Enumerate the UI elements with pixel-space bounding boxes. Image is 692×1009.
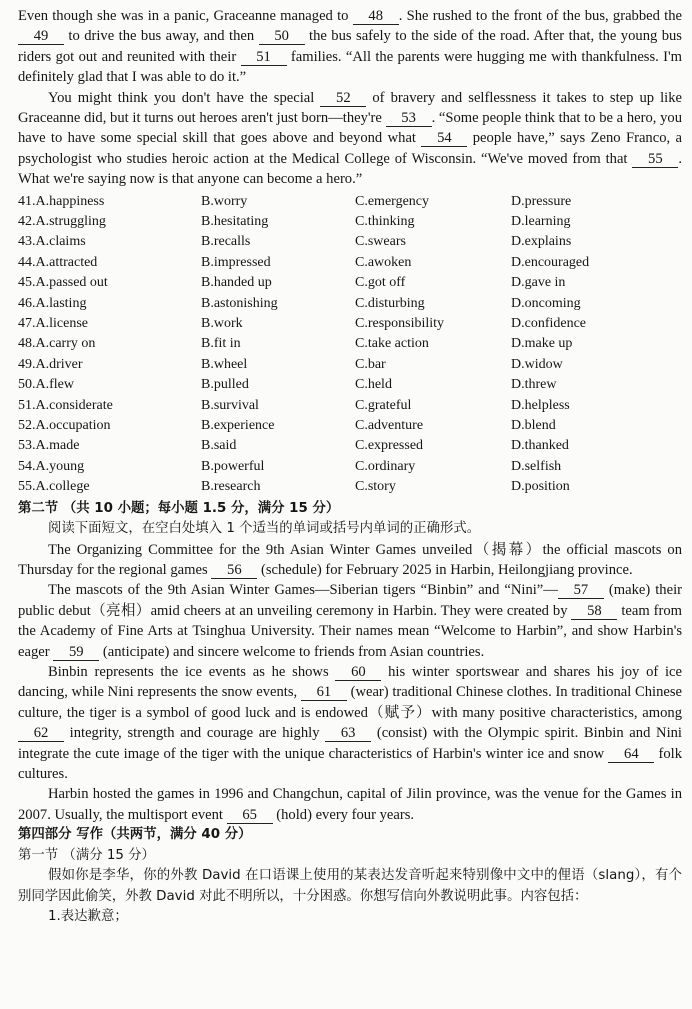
option-d: D.widow [511, 356, 563, 372]
option-d: D.confidence [511, 316, 587, 331]
option-c: C.emergency [355, 193, 429, 209]
blank-57: 57 [558, 582, 604, 599]
option-c: C.awoken [355, 254, 412, 270]
option-c: C.story [355, 479, 396, 495]
option-c: C.thinking [355, 214, 415, 230]
option-row [18, 334, 682, 354]
blank-51: 51 [241, 49, 287, 66]
option-b: B.impressed [201, 254, 271, 270]
option-b: B.powerful [201, 458, 265, 474]
option-a: 46.A.lasting [18, 295, 87, 311]
option-d: D.selfish [511, 458, 562, 474]
blank-60: 60 [335, 664, 381, 681]
option-a: 42.A.struggling [18, 214, 106, 230]
option-a: 51.A.considerate [18, 397, 113, 413]
option-b: B.recalls [201, 234, 251, 250]
option-d: D.blend [511, 417, 556, 433]
passage2-paragraph1: The Organizing Committee for the 9th Asian Winter Games unveiled（揭幕）the official mascots on Thursday for the regional games 56 (schedule) for February 2025 in Harbin, Heilongjiang province. [18, 541, 682, 578]
blank-59: 59 [53, 644, 99, 661]
option-d: D.helpless [511, 397, 570, 413]
option-b: B.research [201, 479, 261, 495]
blank-65: 65 [227, 807, 273, 824]
option-d: D.position [511, 479, 570, 495]
option-d: D.encouraged [511, 254, 590, 270]
option-row [18, 232, 682, 252]
option-c: C.disturbing [355, 295, 425, 311]
option-row [18, 294, 682, 314]
blank-52: 52 [320, 90, 366, 107]
blank-58: 58 [571, 603, 617, 620]
section2-heading: 第二节 （共 10 小题；每小题 1.5 分，满分 15 分） [18, 500, 340, 516]
option-c: C.responsibility [355, 316, 445, 331]
option-row [18, 355, 682, 375]
option-a: 41.A.happiness [18, 193, 105, 209]
part4-heading: 第四部分 写作（共两节，满分 40 分） [18, 827, 252, 843]
option-a: 50.A.flew [18, 377, 74, 393]
option-d: D.pressure [511, 193, 572, 209]
option-b: B.fit in [201, 336, 241, 352]
option-a: 48.A.carry on [18, 336, 96, 352]
options-table [18, 192, 682, 498]
option-b: B.experience [201, 417, 275, 433]
option-a: 47.A.license [18, 316, 88, 331]
writing-prompt: 假如你是李华，你的外教 David 在口语课上使用的某表达发音听起来特别像中文中的俚语（slang），有个别同学因此偷笑，外教 David 对此不明所以，十分困惑。你想写信向外教说明此事。内容包括： [18, 868, 682, 904]
blank-50: 50 [259, 28, 305, 45]
option-c: C.bar [355, 356, 386, 372]
option-row [18, 457, 682, 477]
option-row [18, 314, 682, 334]
option-row [18, 273, 682, 293]
passage1-paragraph1: Even though she was in a panic, Graceanne managed to 48 . She rushed to the front of the bus, grabbed the 49 to drive the bus away, and then 50 the bus safely to the side of the road. After that, the young bus riders got out and reunited with their 51 families. “All the parents were hugging me with thankfulness. I'm definitely glad that I was able to do it.” [18, 8, 683, 86]
option-c: C.adventure [355, 417, 424, 433]
writing-item-1: 1.表达歉意； [48, 909, 128, 925]
option-row [18, 477, 682, 497]
option-b: B.handed up [201, 275, 272, 291]
option-row [18, 416, 682, 436]
option-b: B.worry [201, 193, 248, 209]
option-row [18, 253, 682, 273]
blank-64: 64 [608, 746, 654, 763]
blank-56: 56 [211, 562, 257, 579]
option-b: B.work [201, 316, 243, 331]
option-a: 53.A.made [18, 438, 80, 454]
option-a: 43.A.claims [18, 234, 86, 250]
blank-53: 53 [386, 110, 432, 127]
option-b: B.survival [201, 397, 259, 413]
option-row [18, 212, 682, 232]
option-b: B.pulled [201, 377, 249, 393]
option-a: 55.A.college [18, 479, 90, 495]
option-d: D.threw [511, 377, 557, 393]
option-row [18, 192, 682, 212]
section2-instruction: 阅读下面短文，在空白处填入 1 个适当的单词或括号内单词的正确形式。 [48, 520, 481, 536]
option-b: B.astonishing [201, 295, 278, 311]
option-row [18, 436, 682, 456]
option-a: 54.A.young [18, 458, 85, 474]
option-c: C.held [355, 377, 392, 393]
option-a: 44.A.attracted [18, 254, 98, 270]
blank-63: 63 [325, 725, 371, 742]
passage2-paragraph2: The mascots of the 9th Asian Winter Games—Siberian tigers “Binbin” and “Nini”— 57 (make) their public debut（亮相）amid cheers at an unveiling ceremony in Harbin. They were created by 58 team from the Academy of Fine Arts at Tsinghua University. Their names mean “Welcome to Harbin”, and show Harbin's eager 59 (anticipate) and sincere welcome to friends from Asian countries. [18, 582, 683, 660]
option-d: D.thanked [511, 438, 569, 454]
passage2-paragraph3: Binbin represents the ice events as he shows 60 his winter sportswear and shares his joy of ice dancing, while Nini represents the snow events, 61 (wear) traditional Chinese clothes. In traditional Chinese culture, the tiger is a symbol of good luck and is endowed（赋予）with many positive characteristics, among 62 integrity, strength and courage are highly 63 (consist) with the Olympic spirit. Binbin and Nini integrate the cute image of the tiger with the unique characteristics of Harbin's winter ice and snow 64 folk cultures. [18, 663, 683, 782]
option-d: D.gave in [511, 275, 566, 291]
option-c: C.swears [355, 234, 406, 250]
option-c: C.ordinary [355, 458, 416, 474]
option-a: 49.A.driver [18, 356, 83, 372]
option-b: B.wheel [201, 356, 248, 372]
option-d: D.make up [511, 336, 573, 352]
option-a: 52.A.occupation [18, 417, 111, 433]
option-d: D.oncoming [511, 295, 581, 311]
option-c: C.got off [355, 275, 406, 291]
option-c: C.grateful [355, 397, 412, 413]
passage1-paragraph2: You might think you don't have the special 52 of bravery and selflessness it takes to step up like Graceanne did, but it turns out heroes aren't just born—they're 53 . “Some people think that to be a hero, you have to have some special skill that goes above and beyond what 54 people have,” says Zeno Franco, a psychologist who studies heroic action at the Medical College of Wisconsin. “We've moved from that 55 . What we're saying now is that anyone can become a hero.” [18, 89, 683, 188]
part4-subheading: 第一节 （满分 15 分） [18, 847, 155, 863]
passage2-paragraph4: Harbin hosted the games in 1996 and Changchun, capital of Jilin province, was the venue for the Games in 2007. Usually, the multisport event 65 (hold) every four years. [18, 786, 682, 823]
option-d: D.learning [511, 214, 571, 230]
option-d: D.explains [511, 234, 572, 250]
option-c: C.expressed [355, 438, 424, 454]
option-row [18, 396, 682, 416]
blank-62: 62 [18, 725, 64, 742]
option-b: B.hesitating [201, 214, 269, 230]
blank-61: 61 [301, 684, 347, 701]
option-b: B.said [201, 438, 237, 454]
blank-49: 49 [18, 28, 64, 45]
blank-55: 55 [632, 151, 678, 168]
blank-54: 54 [421, 130, 467, 147]
option-c: C.take action [355, 336, 429, 352]
blank-48: 48 [353, 8, 399, 25]
option-a: 45.A.passed out [18, 275, 108, 291]
option-row [18, 375, 682, 395]
